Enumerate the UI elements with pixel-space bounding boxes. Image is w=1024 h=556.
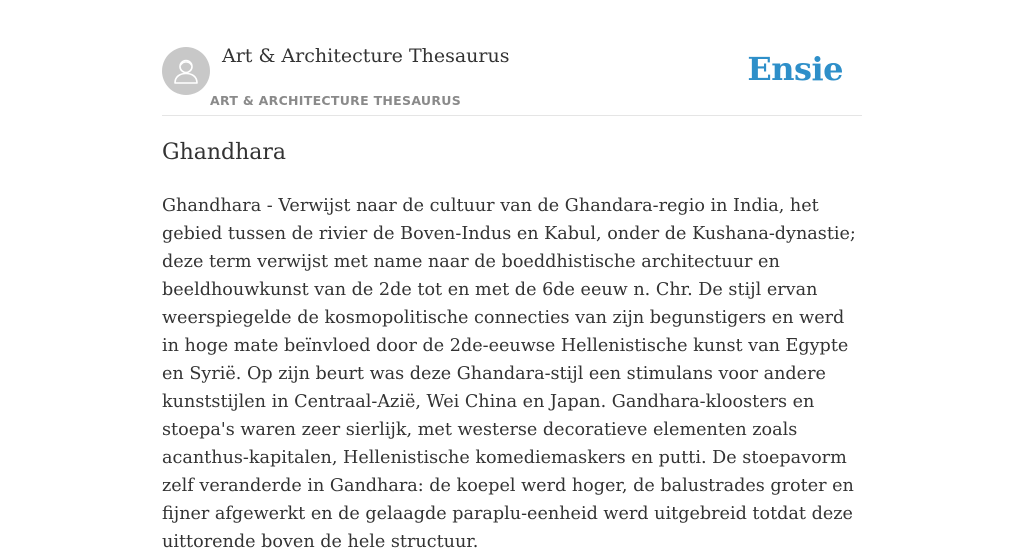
user-icon xyxy=(171,56,201,86)
author-header xyxy=(162,0,862,116)
brand-logo[interactable]: Ensie xyxy=(747,50,843,88)
article-body: Ghandhara - Verwijst naar de cultuur van de Ghandara-regio in India, het gebied tussen de rivier de Boven-Indus en Kabul, onder de Kushana-dynastie; deze term verwijst met name naar de boeddhistische architectuur en beeldhouwkunst van de 2de tot en met de 6de eeuw n. Chr. De stijl ervan weerspiegelde de kosmopolitische connecties van zijn begunstigers en werd in hoge mate beïnvloed door de 2de-eeuwse Hellenistische kunst van Egypte en Syrië. Op zijn beurt was deze Ghandara-stijl een stimulans voor andere kunststijlen in Centraal-Azië, Wei China en Japan. Gandhara-kloosters en stoepa's waren zeer sierlijk, met westerse decoratieve elementen zoals acanthus-kapitalen, Hellenistische komediemaskers en putti. De stoepavorm zelf veranderde in Gandhara: de koepel werd hoger, de balustrades groter en fijner afgewerkt en de gelaagde paraplu-eenheid werd uitgebreid totdat deze uittorende boven de hele structuur. xyxy=(162,196,856,552)
author-avatar[interactable] xyxy=(162,47,210,95)
content-container xyxy=(162,0,862,552)
page-title: Ghandhara xyxy=(162,140,287,165)
author-subtitle-link[interactable]: ART & ARCHITECTURE THESAURUS xyxy=(210,93,462,108)
author-name-link[interactable]: Art & Architecture Thesaurus xyxy=(222,45,510,67)
